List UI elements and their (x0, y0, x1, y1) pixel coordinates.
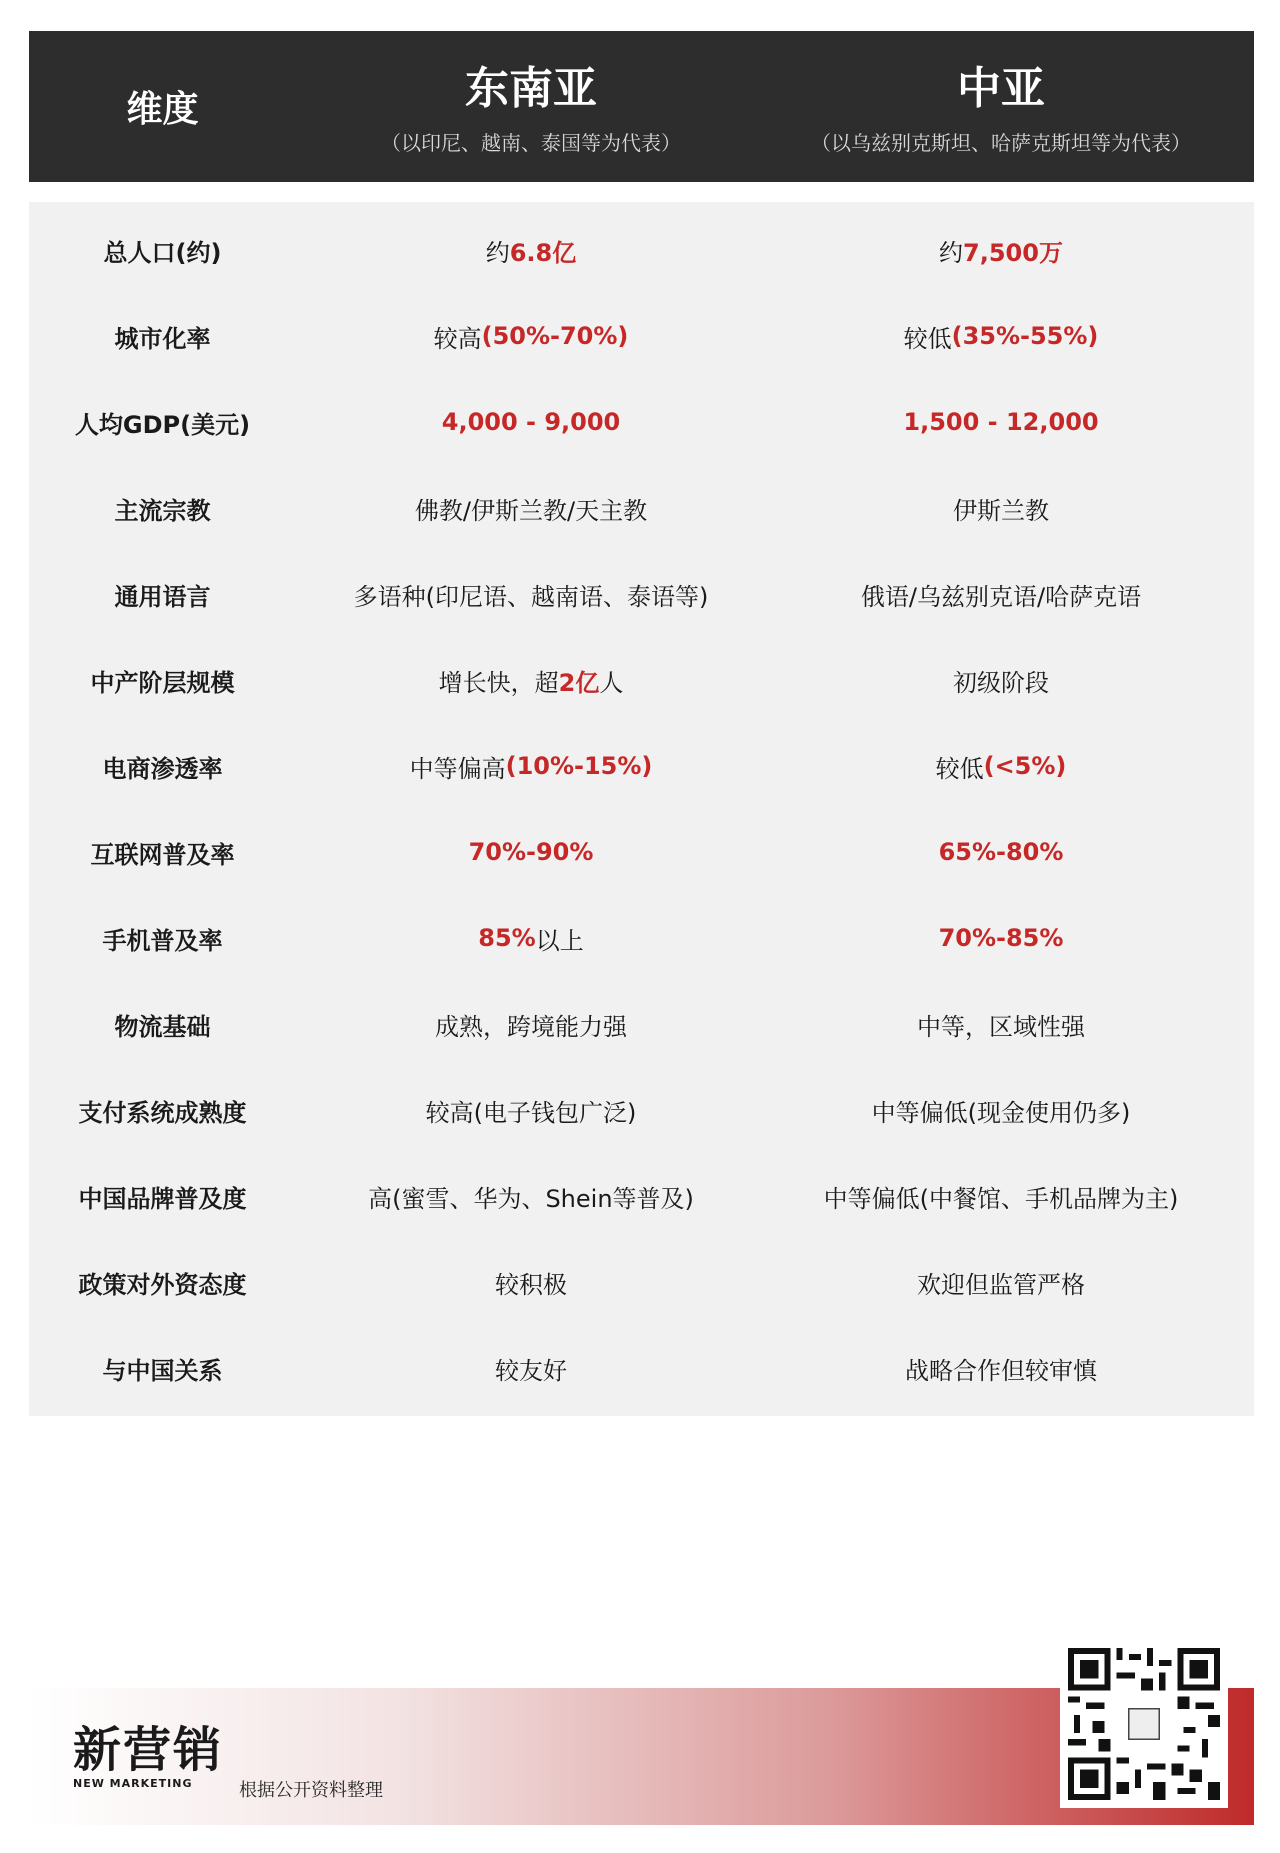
table-row (29, 1320, 1254, 1416)
highlight-value: 6.8亿 (509, 238, 577, 267)
table-row (29, 1234, 1254, 1330)
central-asia-subtitle: （以乌兹别克斯坦、哈萨克斯坦等为代表） (811, 131, 1191, 155)
central-asia-value (766, 1234, 1236, 1330)
qr-code-icon (1060, 1640, 1228, 1808)
table-row (29, 374, 1254, 470)
table-row (29, 632, 1254, 728)
central-asia-value (766, 976, 1236, 1072)
highlight-value: 70%-90% (468, 838, 594, 866)
value-text: 初级阶段 (953, 668, 1049, 697)
highlight-value: (50%-70%) (481, 322, 629, 350)
central-asia-value (766, 718, 1236, 814)
table-row (29, 202, 1254, 298)
central-asia-value (766, 1062, 1236, 1158)
value-text: 成熟，跨境能力强 (435, 1012, 627, 1041)
central-asia-value (766, 1320, 1236, 1416)
dimension-header: 维度 (126, 89, 199, 130)
highlight-value: (35%-55%) (951, 322, 1099, 350)
row-label: 中国品牌普及度 (78, 1184, 247, 1213)
table-row (29, 288, 1254, 384)
southeast-asia-value (296, 202, 766, 298)
value-text: 中等偏高 (409, 754, 506, 783)
central-asia-header (766, 59, 1236, 169)
value-text: 中等偏低(现金使用仍多) (871, 1098, 1131, 1127)
value-text: 中等，区域性强 (917, 1012, 1085, 1041)
southeast-asia-value (296, 718, 766, 814)
southeast-asia-value (296, 460, 766, 556)
highlight-value: (10%-15%) (505, 752, 653, 780)
southeast-asia-value (296, 1234, 766, 1330)
value-text: 佛教/伊斯兰教/天主教 (414, 496, 648, 525)
central-asia-title: 中亚 (957, 63, 1045, 114)
central-asia-value (766, 202, 1236, 298)
central-asia-value (766, 804, 1236, 900)
row-label: 中产阶层规模 (90, 668, 235, 697)
highlight-value: 85% (478, 924, 536, 952)
new-marketing-logo (73, 1722, 233, 1795)
value-text: 欢迎但监管严格 (917, 1270, 1085, 1299)
southeast-asia-value (296, 374, 766, 470)
row-label: 人均GDP(美元) (74, 410, 251, 439)
value-text: 伊斯兰教 (953, 496, 1049, 525)
southeast-asia-value (296, 1148, 766, 1244)
southeast-asia-value (296, 976, 766, 1072)
row-label: 电商渗透率 (102, 754, 223, 783)
highlight-value: 70%-85% (938, 924, 1064, 952)
southeast-asia-value (296, 1320, 766, 1416)
table-row (29, 718, 1254, 814)
row-label: 政策对外资态度 (78, 1270, 247, 1299)
southeast-asia-value (296, 804, 766, 900)
value-text: 较积极 (495, 1270, 567, 1299)
value-text: 约 (485, 238, 510, 267)
value-text: 中等偏低(中餐馆、手机品牌为主) (823, 1184, 1179, 1213)
row-label: 手机普及率 (102, 926, 223, 955)
table-header (29, 31, 1254, 182)
central-asia-value (766, 288, 1236, 384)
southeast-asia-value (296, 632, 766, 728)
source-note: 根据公开资料整理 (239, 1780, 383, 1801)
southeast-asia-value (296, 288, 766, 384)
row-label: 物流基础 (114, 1012, 211, 1041)
logo-cn: 新营销 (73, 1722, 224, 1778)
value-text: 高(蜜雪、华为、Shein等普及) (368, 1184, 694, 1213)
southeast-asia-title: 东南亚 (465, 63, 597, 114)
value-text: 较低 (935, 754, 984, 783)
central-asia-value (766, 374, 1236, 470)
value-text: 增长快，超 (438, 668, 559, 697)
value-text: 俄语/乌兹别克语/哈萨克语 (860, 582, 1142, 611)
value-text: 较低 (903, 324, 952, 353)
central-asia-value (766, 546, 1236, 642)
southeast-asia-value (296, 546, 766, 642)
southeast-asia-value (296, 1062, 766, 1158)
central-asia-value (766, 890, 1236, 986)
row-label: 支付系统成熟度 (78, 1098, 247, 1127)
row-label: 总人口(约) (103, 238, 222, 267)
central-asia-value (766, 460, 1236, 556)
table-row (29, 546, 1254, 642)
value-text: 以上 (535, 926, 584, 955)
highlight-value: 7,500万 (963, 238, 1063, 267)
highlight-value: 4,000 - 9,000 (441, 408, 621, 436)
southeast-asia-subtitle: （以印尼、越南、泰国等为代表） (381, 131, 681, 155)
highlight-value: (<5%) (983, 752, 1067, 780)
value-text: 较高(电子钱包广泛) (425, 1098, 637, 1127)
highlight-value: 65%-80% (938, 838, 1064, 866)
southeast-asia-value (296, 890, 766, 986)
central-asia-value (766, 632, 1236, 728)
southeast-asia-header (296, 59, 766, 169)
value-text: 多语种(印尼语、越南语、泰语等) (353, 582, 709, 611)
table-row (29, 890, 1254, 986)
table-row (29, 1062, 1254, 1158)
table-row (29, 976, 1254, 1072)
logo-en: NEW MARKETING (73, 1777, 193, 1790)
table-row (29, 460, 1254, 556)
highlight-value: 1,500 - 12,000 (903, 408, 1099, 436)
table-row (29, 1148, 1254, 1244)
row-label: 与中国关系 (102, 1356, 223, 1385)
value-text: 战略合作但较审慎 (905, 1356, 1097, 1385)
row-label: 主流宗教 (114, 496, 211, 525)
row-label: 通用语言 (114, 582, 211, 611)
row-label: 城市化率 (114, 324, 211, 353)
table-row (29, 804, 1254, 900)
row-label: 互联网普及率 (90, 840, 235, 869)
value-text: 约 (939, 238, 964, 267)
highlight-value: 2亿 (558, 668, 600, 697)
value-text: 人 (599, 668, 624, 697)
value-text: 较高 (433, 324, 482, 353)
value-text: 较友好 (495, 1356, 567, 1385)
central-asia-value (766, 1148, 1236, 1244)
